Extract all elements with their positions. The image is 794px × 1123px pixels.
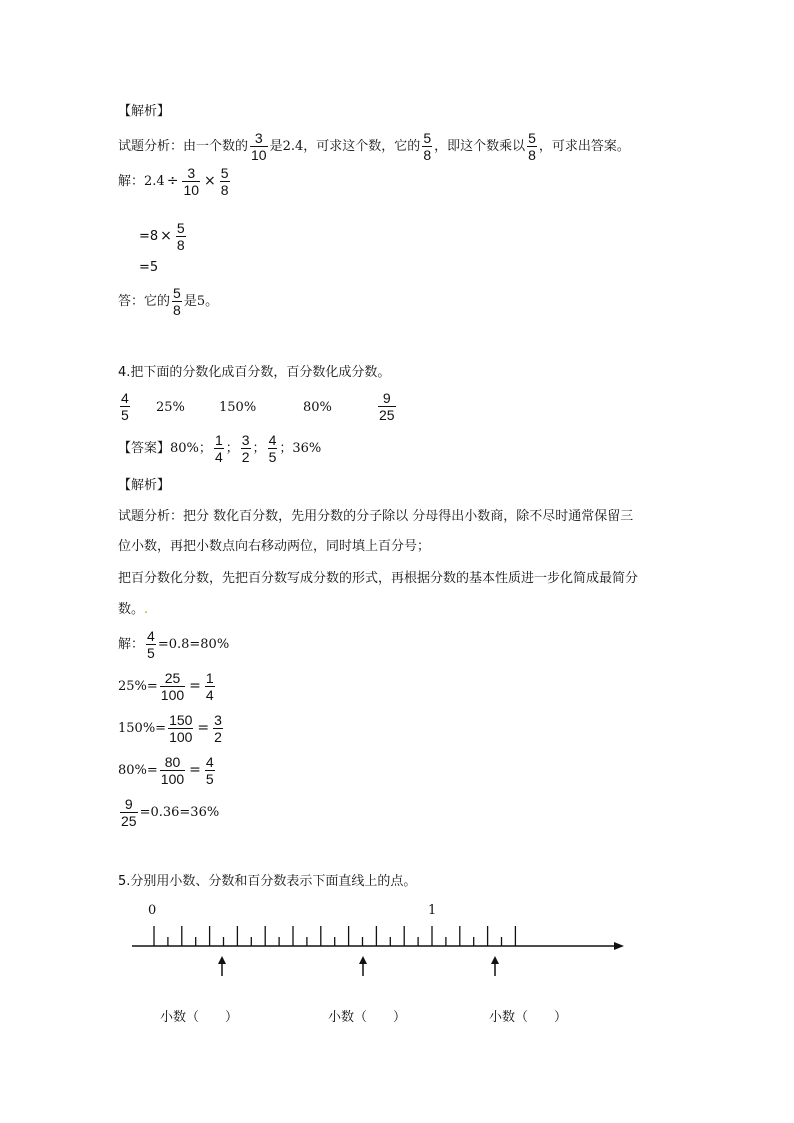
fraction-denominator: 5 bbox=[121, 407, 129, 423]
number-line-arrowhead bbox=[614, 942, 624, 950]
fraction-denominator: 8 bbox=[528, 147, 536, 163]
divide-sign: ÷ bbox=[166, 173, 179, 189]
percent-value: 80%= bbox=[118, 763, 158, 778]
fraction-denominator: 2 bbox=[214, 729, 222, 745]
fraction-numerator: 1 bbox=[214, 432, 223, 448]
number-line-label-one: 1 bbox=[428, 903, 437, 918]
fraction-numerator: 5 bbox=[176, 220, 185, 236]
solution-result: =0.8=80% bbox=[157, 637, 230, 652]
fraction-numerator: 1 bbox=[205, 670, 214, 686]
fraction-denominator: 10 bbox=[251, 147, 267, 163]
times-sign: × bbox=[160, 228, 172, 244]
question-4-stem: 4.把下面的分数化成百分数，百分数化成分数。 bbox=[118, 365, 391, 380]
fraction-numerator: 25 bbox=[164, 670, 181, 686]
fraction-numerator: 4 bbox=[268, 432, 277, 448]
fraction-denominator: 100 bbox=[160, 771, 185, 787]
fraction-numerator: 3 bbox=[214, 712, 222, 728]
up-arrow-icon bbox=[359, 956, 367, 976]
decimal-blank-2: 小数（ ） bbox=[328, 1010, 407, 1025]
separator: ； bbox=[225, 441, 239, 456]
answer-value: 5 bbox=[196, 294, 206, 309]
equals-sign: = bbox=[189, 678, 201, 694]
fraction-numerator: 3 bbox=[241, 432, 250, 448]
fraction-denominator: 4 bbox=[214, 449, 223, 465]
fraction-denominator: 8 bbox=[423, 147, 432, 163]
number-line-ticks bbox=[154, 926, 515, 946]
fraction-denominator: 2 bbox=[241, 449, 250, 465]
analysis-text: 数。 bbox=[118, 602, 145, 617]
fraction-numerator: 5 bbox=[528, 130, 536, 146]
stray-dot: . bbox=[144, 602, 149, 617]
percent-item: 80% bbox=[303, 400, 332, 415]
analysis-header-4: 【解析】 bbox=[118, 478, 171, 493]
separator: ； bbox=[279, 441, 293, 456]
question-5-stem: 5.分别用小数、分数和百分数表示下面直线上的点。 bbox=[118, 874, 417, 889]
times-sign: × bbox=[204, 173, 216, 189]
step-value: =8 bbox=[139, 229, 159, 244]
analysis-4-line-2: 位小数，再把小数点向右移动两位，同时填上百分号； bbox=[118, 539, 431, 554]
fraction-numerator: 150 bbox=[169, 712, 193, 728]
fraction-numerator: 9 bbox=[382, 390, 391, 406]
answer-text: 是 bbox=[183, 294, 197, 309]
answer-value: 36% bbox=[292, 441, 322, 456]
fraction-numerator: 5 bbox=[220, 165, 229, 181]
fraction-numerator: 5 bbox=[423, 130, 432, 146]
percent-value: 150%= bbox=[118, 721, 167, 736]
up-arrow-icon bbox=[218, 956, 226, 976]
fraction-numerator: 4 bbox=[147, 628, 155, 644]
solution-3-line-3: =5 bbox=[139, 260, 159, 275]
separator: ； bbox=[198, 441, 212, 456]
up-arrow-icon bbox=[491, 956, 499, 976]
analysis-4-line-1: 试题分析：把分 数化百分数，先用分数的分子除以 分母得出小数商，除不尽时通常保留三 bbox=[118, 509, 634, 524]
analysis-3-value: 2.4 bbox=[282, 139, 304, 154]
fraction-denominator: 100 bbox=[160, 687, 185, 703]
answer-text: 答：它的 bbox=[118, 294, 171, 309]
fraction-denominator: 10 bbox=[183, 182, 200, 198]
fraction-numerator: 3 bbox=[187, 165, 196, 181]
percent-item: 25% bbox=[156, 400, 185, 415]
decimal-blank-3: 小数（ ） bbox=[489, 1010, 568, 1025]
answer-label: 【答案】 bbox=[118, 441, 171, 456]
fraction-denominator: 5 bbox=[147, 645, 155, 661]
fraction-numerator: 4 bbox=[205, 754, 214, 770]
fraction-denominator: 8 bbox=[176, 237, 185, 253]
analysis-3-part-c: ，可求这个数，它的 bbox=[303, 139, 421, 154]
separator: ； bbox=[252, 441, 266, 456]
fraction-denominator: 25 bbox=[379, 407, 395, 423]
fraction-numerator: 9 bbox=[124, 796, 133, 812]
number-line-label-zero: 0 bbox=[148, 903, 157, 918]
solution-result: =0.36=36% bbox=[139, 805, 220, 820]
solution-value: 2.4 bbox=[144, 174, 165, 189]
analysis-3-part-a: 试题分析：由一个数的 bbox=[118, 139, 249, 154]
fraction-numerator: 3 bbox=[254, 130, 263, 146]
equals-sign: = bbox=[189, 762, 201, 778]
percent-item: 150% bbox=[219, 400, 257, 415]
fraction-numerator: 4 bbox=[121, 390, 129, 406]
fraction-denominator: 4 bbox=[205, 687, 214, 703]
analysis-3-part-d: ，即这个数乘以 bbox=[434, 139, 526, 154]
fraction-denominator: 5 bbox=[205, 771, 214, 787]
solution-label: 解： bbox=[118, 637, 145, 652]
analysis-3-part-e: ，可求出答案。 bbox=[538, 139, 630, 154]
decimal-blank-1: 小数（ ） bbox=[160, 1010, 239, 1025]
fraction-numerator: 80 bbox=[164, 754, 181, 770]
answer-text: 。 bbox=[205, 294, 219, 309]
solution-label: 解： bbox=[118, 174, 145, 189]
fraction-denominator: 25 bbox=[121, 813, 137, 829]
fraction-denominator: 5 bbox=[268, 449, 277, 465]
answer-value: 80% bbox=[170, 441, 199, 456]
fraction-denominator: 8 bbox=[173, 302, 181, 318]
fraction-numerator: 5 bbox=[173, 285, 181, 301]
analysis-header-3: 【解析】 bbox=[118, 104, 171, 119]
percent-value: 25%= bbox=[118, 679, 158, 694]
analysis-3-part-b: 是 bbox=[269, 139, 283, 154]
fraction-denominator: 100 bbox=[169, 729, 193, 745]
analysis-4-line-3: 把百分数化分数，先把百分数写成分数的形式，再根据分数的基本性质进一步化简成最简分 bbox=[118, 571, 639, 586]
fraction-denominator: 8 bbox=[220, 182, 229, 198]
equals-sign: = bbox=[197, 720, 210, 736]
